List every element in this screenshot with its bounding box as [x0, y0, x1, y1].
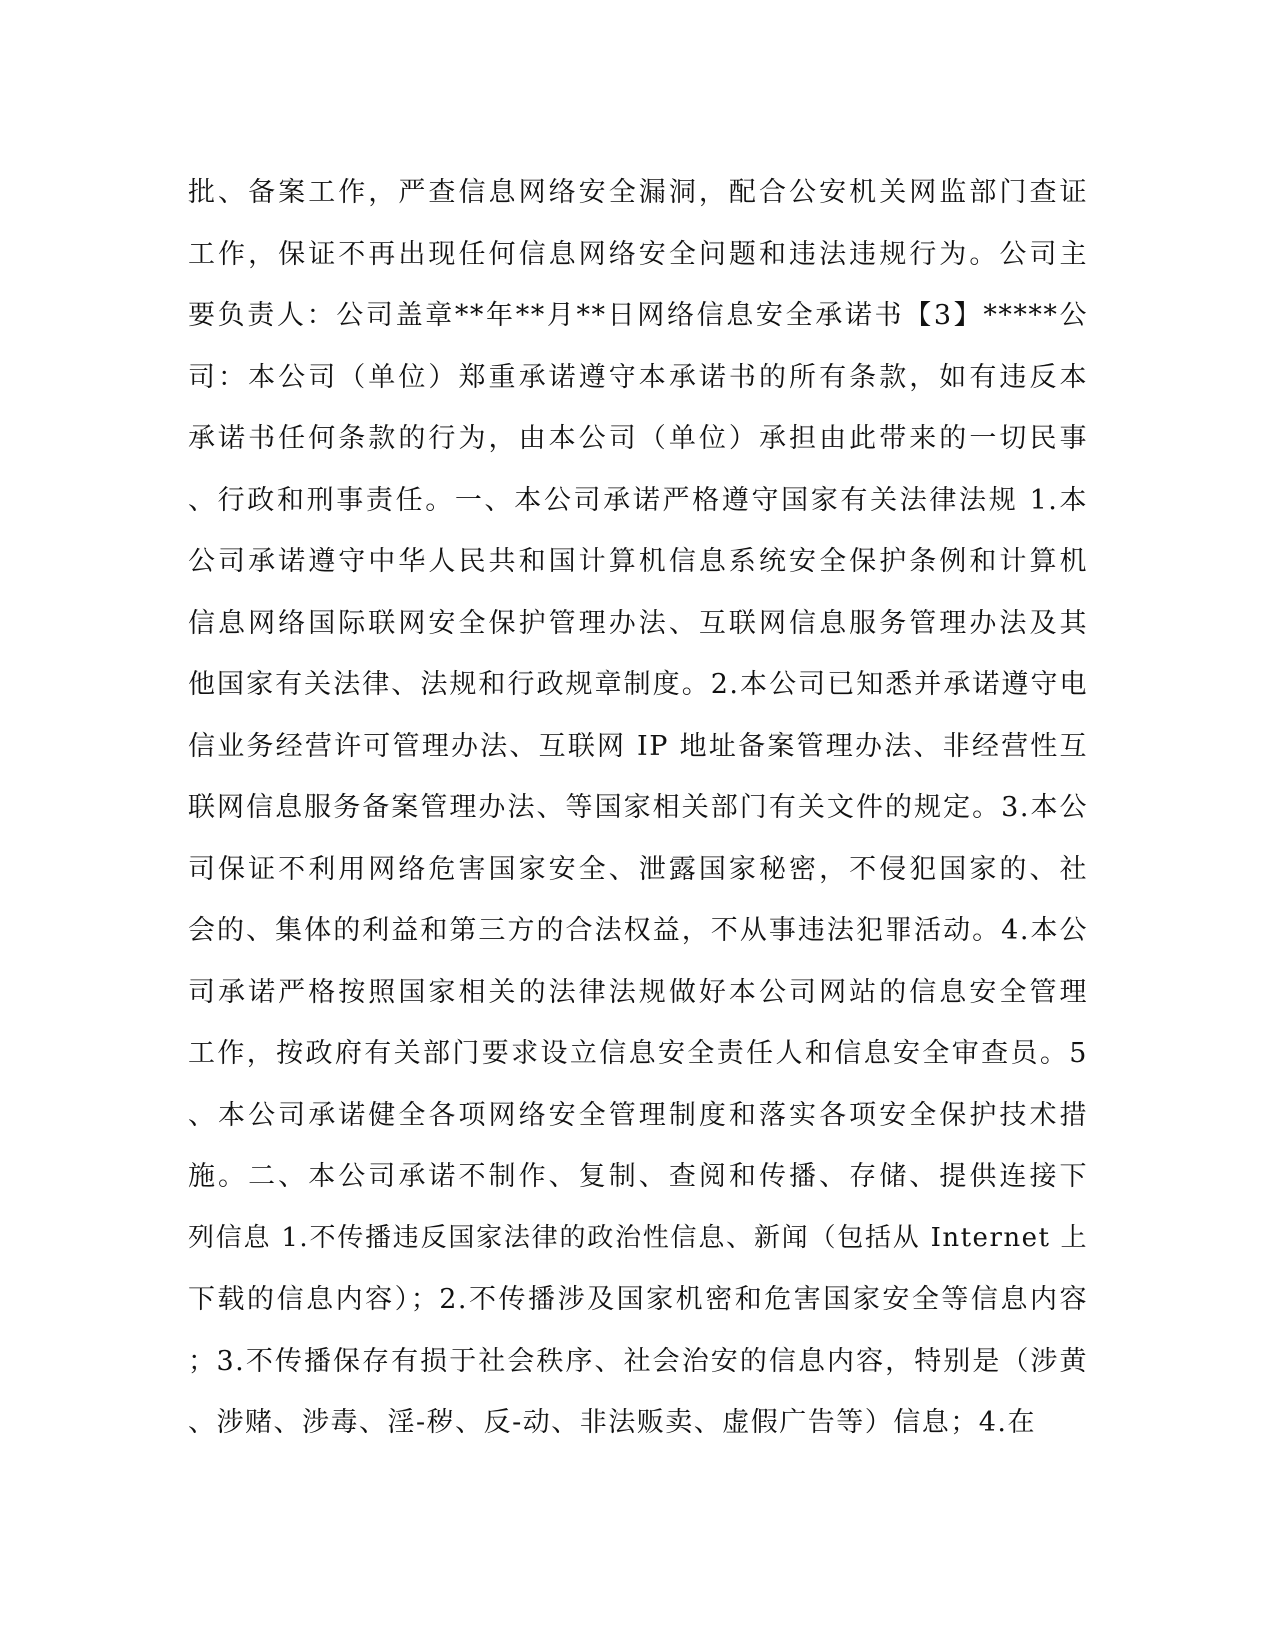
text-line: 承诺书任何条款的行为，由本公司（单位）承担由此带来的一切民事: [188, 423, 1088, 454]
text-line: 他国家有关法律、法规和行政规章制度。2.本公司已知悉并承诺遵守电: [188, 669, 1088, 700]
text-line: 下载的信息内容）；2.不传播涉及国家机密和危害国家安全等信息内容: [188, 1284, 1088, 1315]
text-line: 信业务经营许可管理办法、互联网 IP 地址备案管理办法、非经营性互: [188, 730, 1088, 762]
text-line: 联网信息服务备案管理办法、等国家相关部门有关文件的规定。3.本公: [188, 792, 1088, 823]
text-line: 工作，保证不再出现任何信息网络安全问题和违法违规行为。公司主: [188, 238, 1088, 270]
text-line: 公司承诺遵守中华人民共和国计算机信息系统安全保护条例和计算机: [188, 546, 1088, 577]
text-line: 司：本公司（单位）郑重承诺遵守本承诺书的所有条款，如有违反本: [188, 361, 1088, 393]
text-line: ；3.不传播保存有损于社会秩序、社会治安的信息内容，特别是（涉黄: [188, 1345, 1088, 1377]
text-line: 信息网络国际联网安全保护管理办法、互联网信息服务管理办法及其: [188, 607, 1088, 639]
text-line: 司承诺严格按照国家相关的法律法规做好本公司网站的信息安全管理: [188, 976, 1088, 1008]
text-line: 、涉赌、涉毒、淫-秽、反-动、非法贩卖、虚假广告等）信息；4.在: [188, 1407, 1037, 1438]
text-line: 司保证不利用网络危害国家安全、泄露国家秘密，不侵犯国家的、社: [188, 853, 1088, 885]
document-body: [188, 162, 1088, 1454]
text-line: 工作，按政府有关部门要求设立信息安全责任人和信息安全审查员。5: [188, 1038, 1088, 1069]
text-line: 会的、集体的利益和第三方的合法权益，不从事违法犯罪活动。4.本公: [188, 915, 1088, 946]
text-line: 施。二、本公司承诺不制作、复制、查阅和传播、存储、提供连接下: [188, 1161, 1088, 1192]
text-line: 、行政和刑事责任。一、本公司承诺严格遵守国家有关法律法规 1.本: [188, 484, 1088, 516]
text-line: 批、备案工作，严查信息网络安全漏洞，配合公安机关网监部门查证: [188, 177, 1088, 208]
text-line: 列信息 1.不传播违反国家法律的政治性信息、新闻（包括从 Internet 上: [188, 1222, 1088, 1253]
text-line: 要负责人：公司盖章**年**月**日网络信息安全承诺书【3】*****公: [188, 300, 1088, 331]
text-line: 、本公司承诺健全各项网络安全管理制度和落实各项安全保护技术措: [188, 1099, 1088, 1131]
